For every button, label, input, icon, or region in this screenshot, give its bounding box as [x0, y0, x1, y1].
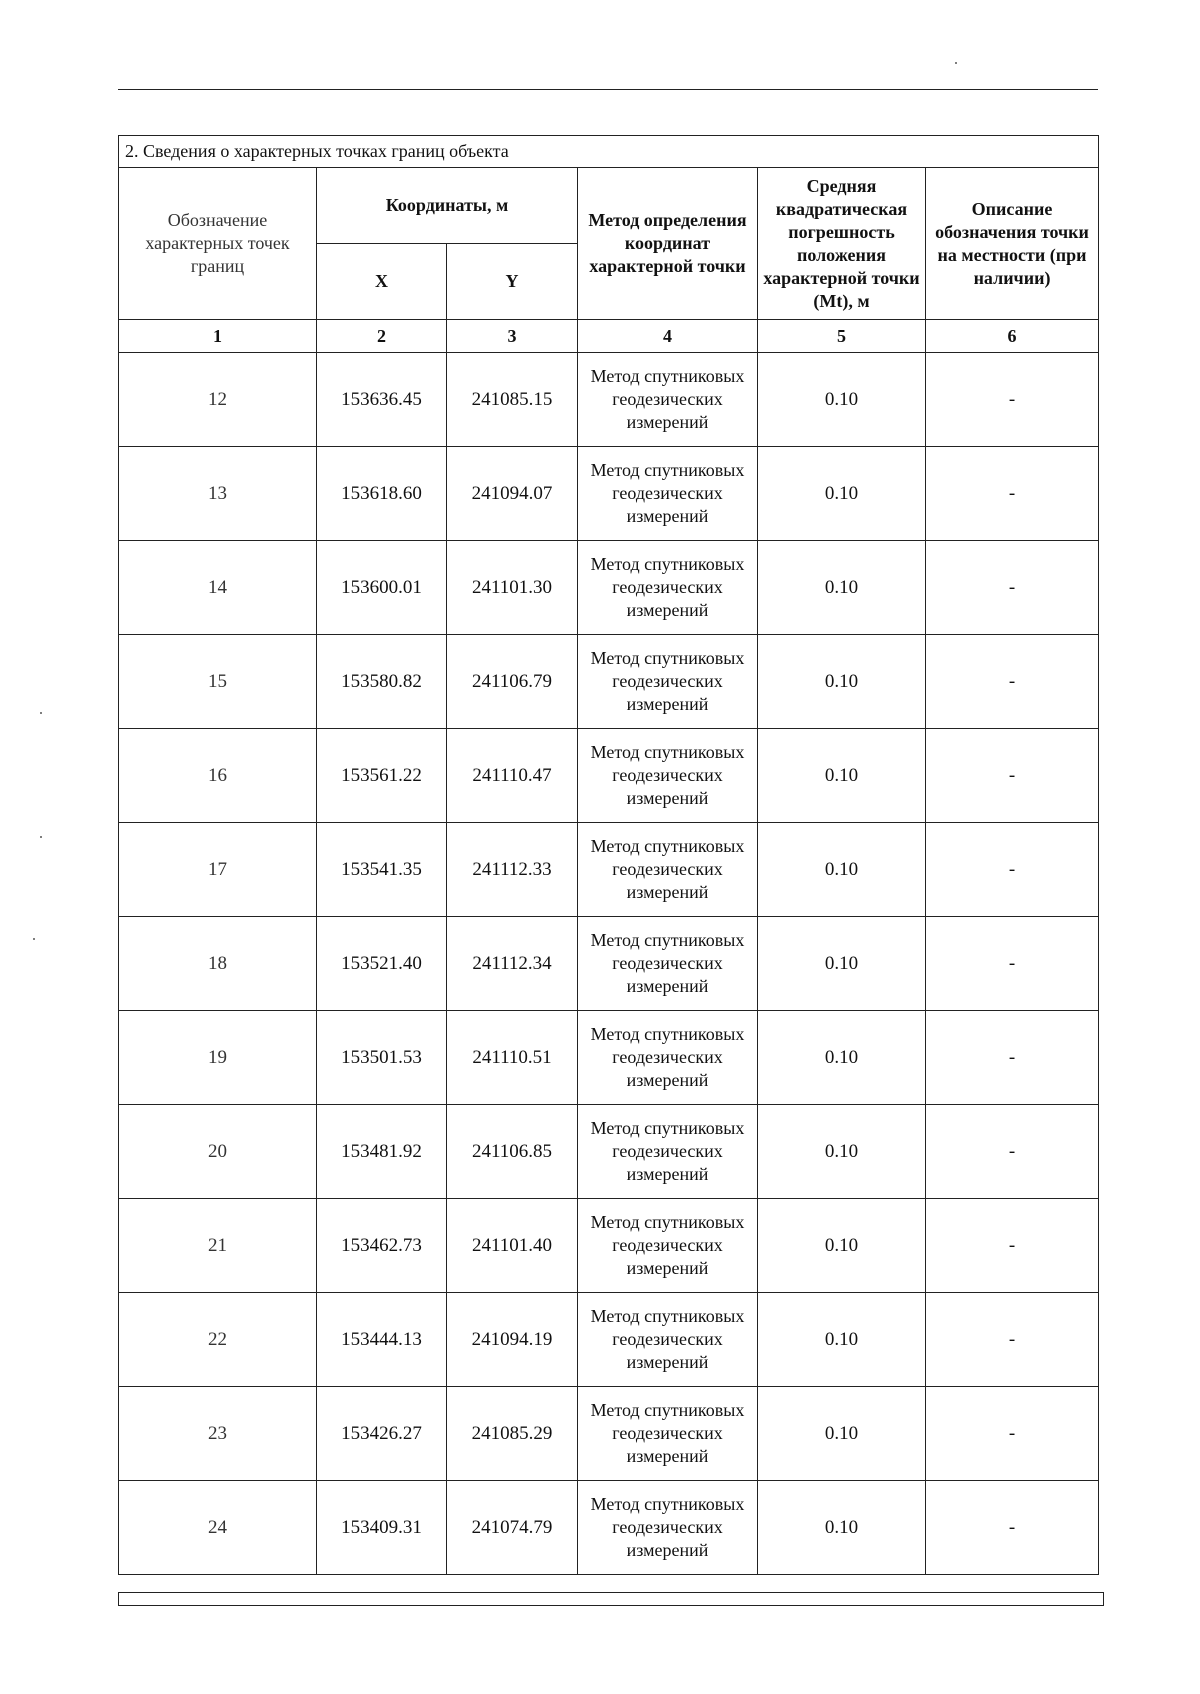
table-row [119, 823, 1099, 917]
error-cell: 0.10 [758, 353, 926, 447]
table-row [119, 729, 1099, 823]
description-cell: - [926, 353, 1099, 447]
coord-x: 153501.53 [317, 1011, 447, 1105]
coord-x: 153444.13 [317, 1293, 447, 1387]
boundary-points-table [118, 135, 1099, 1575]
error-cell: 0.10 [758, 1387, 926, 1481]
coord-x: 153636.45 [317, 353, 447, 447]
error-cell: 0.10 [758, 917, 926, 1011]
column-number: 6 [926, 320, 1099, 353]
description-cell: - [926, 1387, 1099, 1481]
header-y: Y [447, 244, 578, 320]
error-cell: 0.10 [758, 1293, 926, 1387]
method-cell: Метод спутниковых геодезических измерений [578, 1105, 758, 1199]
method-cell: Метод спутниковых геодезических измерений [578, 353, 758, 447]
method-cell: Метод спутниковых геодезических измерений [578, 1387, 758, 1481]
description-cell: - [926, 1105, 1099, 1199]
description-cell: - [926, 1293, 1099, 1387]
column-number-row [119, 320, 1099, 353]
coord-x: 153618.60 [317, 447, 447, 541]
header-coordinates: Координаты, м [317, 168, 578, 244]
coord-x: 153481.92 [317, 1105, 447, 1199]
error-cell: 0.10 [758, 1199, 926, 1293]
coord-x: 153426.27 [317, 1387, 447, 1481]
coord-y: 241110.51 [447, 1011, 578, 1105]
method-cell: Метод спутниковых геодезических измерений [578, 447, 758, 541]
error-cell: 0.10 [758, 1481, 926, 1575]
header-description: Описание обозначения точки на местности (при наличии) [926, 168, 1099, 320]
method-cell: Метод спутниковых геодезических измерений [578, 1481, 758, 1575]
error-cell: 0.10 [758, 823, 926, 917]
description-cell: - [926, 447, 1099, 541]
description-cell: - [926, 1481, 1099, 1575]
scan-speck [40, 836, 42, 838]
point-id: 17 [119, 823, 317, 917]
point-id: 21 [119, 1199, 317, 1293]
description-cell: - [926, 1199, 1099, 1293]
column-number: 5 [758, 320, 926, 353]
table-row [119, 1011, 1099, 1105]
column-number: 1 [119, 320, 317, 353]
method-cell: Метод спутниковых геодезических измерений [578, 635, 758, 729]
coord-y: 241106.79 [447, 635, 578, 729]
coord-y: 241094.07 [447, 447, 578, 541]
coord-x: 153409.31 [317, 1481, 447, 1575]
point-id: 22 [119, 1293, 317, 1387]
description-cell: - [926, 917, 1099, 1011]
table-row [119, 1199, 1099, 1293]
error-cell: 0.10 [758, 447, 926, 541]
header-point-designation: Обозначение характерных точек границ [119, 168, 317, 320]
method-cell: Метод спутниковых геодезических измерений [578, 541, 758, 635]
page-header-rule [118, 89, 1098, 90]
table-row [119, 635, 1099, 729]
error-cell: 0.10 [758, 1105, 926, 1199]
coord-y: 241101.30 [447, 541, 578, 635]
coord-x: 153541.35 [317, 823, 447, 917]
coord-y: 241112.33 [447, 823, 578, 917]
method-cell: Метод спутниковых геодезических измерений [578, 729, 758, 823]
scan-speck [33, 938, 35, 940]
coord-y: 241074.79 [447, 1481, 578, 1575]
description-cell: - [926, 729, 1099, 823]
point-id: 16 [119, 729, 317, 823]
table-row [119, 917, 1099, 1011]
point-id: 18 [119, 917, 317, 1011]
coord-x: 153561.22 [317, 729, 447, 823]
coord-y: 241101.40 [447, 1199, 578, 1293]
point-id: 13 [119, 447, 317, 541]
error-cell: 0.10 [758, 541, 926, 635]
coord-y: 241085.29 [447, 1387, 578, 1481]
method-cell: Метод спутниковых геодезических измерений [578, 823, 758, 917]
column-number: 4 [578, 320, 758, 353]
scan-speck [955, 62, 957, 64]
header-method: Метод определения координат характерной точки [578, 168, 758, 320]
method-cell: Метод спутниковых геодезических измерений [578, 1199, 758, 1293]
table-row [119, 1481, 1099, 1575]
description-cell: - [926, 823, 1099, 917]
column-number: 3 [447, 320, 578, 353]
point-id: 19 [119, 1011, 317, 1105]
table-row [119, 541, 1099, 635]
table-row [119, 353, 1099, 447]
point-id: 20 [119, 1105, 317, 1199]
error-cell: 0.10 [758, 635, 926, 729]
description-cell: - [926, 635, 1099, 729]
coord-y: 241094.19 [447, 1293, 578, 1387]
description-cell: - [926, 541, 1099, 635]
header-error: Средняя квадратическая погрешность положения характерной точки (Mt), м [758, 168, 926, 320]
table-row [119, 1387, 1099, 1481]
description-cell: - [926, 1011, 1099, 1105]
point-id: 23 [119, 1387, 317, 1481]
point-id: 12 [119, 353, 317, 447]
coord-y: 241085.15 [447, 353, 578, 447]
table-row [119, 1105, 1099, 1199]
point-id: 14 [119, 541, 317, 635]
section-title: 2. Сведения о характерных точках границ объекта [119, 136, 1099, 168]
table-row [119, 447, 1099, 541]
scan-speck [40, 712, 42, 714]
point-id: 15 [119, 635, 317, 729]
coord-x: 153521.40 [317, 917, 447, 1011]
point-id: 24 [119, 1481, 317, 1575]
error-cell: 0.10 [758, 729, 926, 823]
coord-x: 153600.01 [317, 541, 447, 635]
coord-y: 241112.34 [447, 917, 578, 1011]
error-cell: 0.10 [758, 1011, 926, 1105]
method-cell: Метод спутниковых геодезических измерений [578, 917, 758, 1011]
header-x: X [317, 244, 447, 320]
coord-y: 241110.47 [447, 729, 578, 823]
table-bottom-border [118, 1592, 1104, 1606]
coord-y: 241106.85 [447, 1105, 578, 1199]
column-number: 2 [317, 320, 447, 353]
method-cell: Метод спутниковых геодезических измерений [578, 1293, 758, 1387]
method-cell: Метод спутниковых геодезических измерений [578, 1011, 758, 1105]
table-row [119, 1293, 1099, 1387]
coord-x: 153462.73 [317, 1199, 447, 1293]
coord-x: 153580.82 [317, 635, 447, 729]
